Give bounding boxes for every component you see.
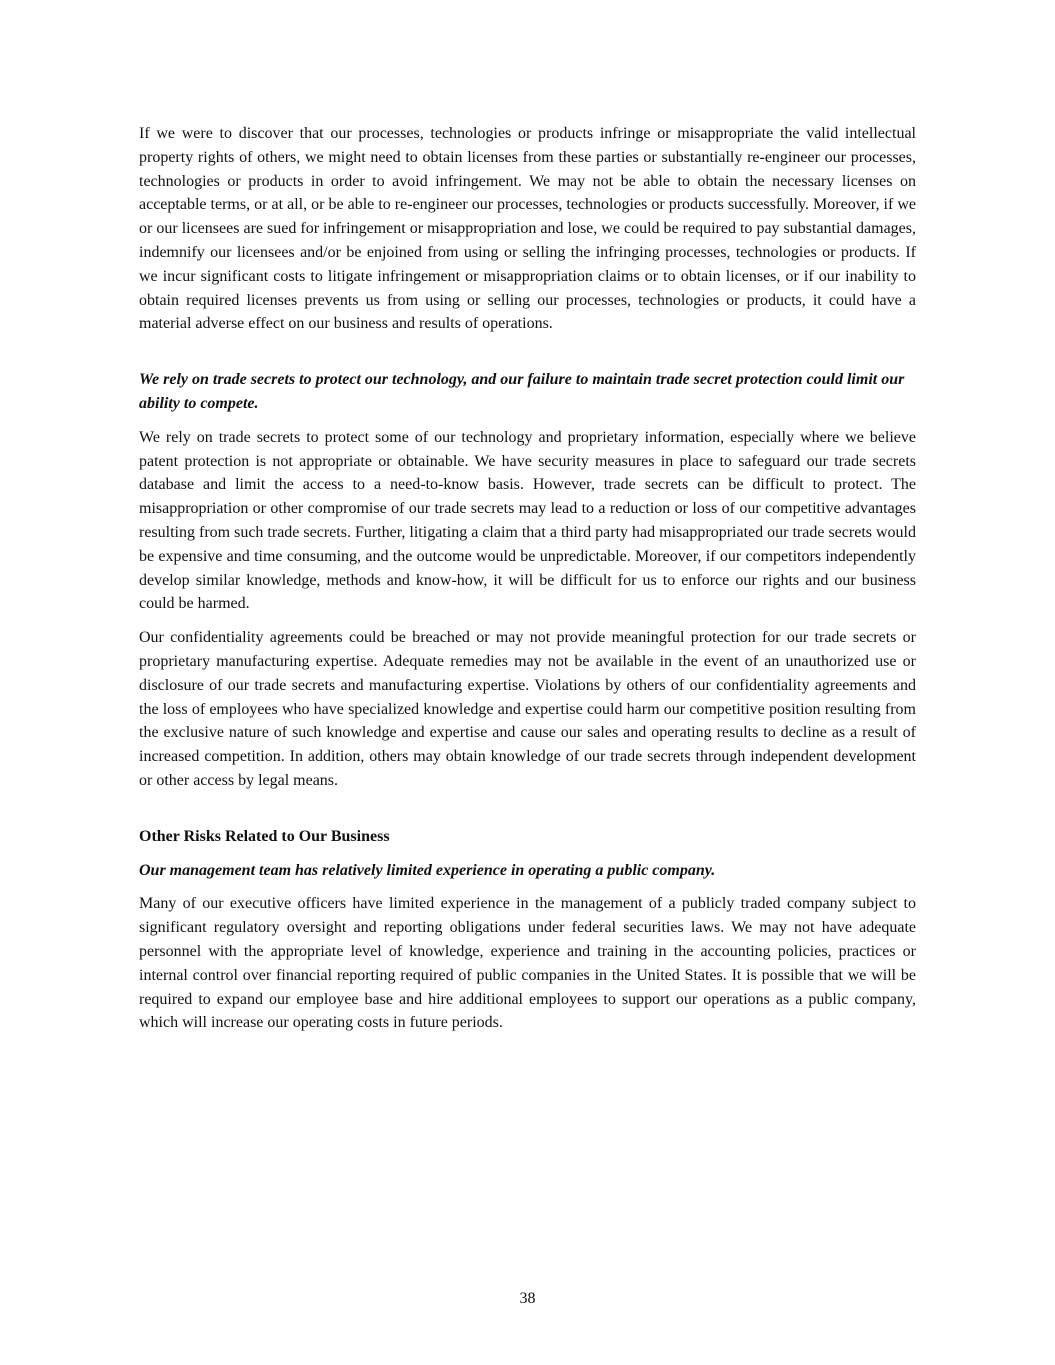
paragraph-trade-secrets-1: We rely on trade secrets to protect some of our technology and proprietary information, especially where we believe patent protection is not appropriate or obtainable. We have security measures in place to safeguard our trade secrets database and limit the access to a need-to-know basis. However, trade secrets can be difficult to protect. The misappropriation or other compromise of our trade secrets may lead to a reduction or loss of our competitive advantages resulting from such trade secrets. Further, litigating a claim that a third party had misappropriated our trade secrets would be expensive and time consuming, and the outcome would be unpredictable. Moreover, if our competitors independently develop similar knowledge, methods and know-how, it will be difficult for us to enforce our rights and our business could be harmed.: [139, 428, 916, 613]
paragraph-trade-secrets-2: Our confidentiality agreements could be breached or may not provide meaningful protection for our trade secrets or proprietary manufacturing expertise. Adequate remedies may not be available in the event of an unauthorized use or disclosure of our trade secrets and manufacturing expertise. Violations by others of our confidentiality agreements and the loss of employees who have specialized knowledge and expertise could harm our competitive position resulting from the exclusive nature of such knowledge and expertise and cause our sales and operating results to decline as a result of increased competition. In addition, others may obtain knowledge of our trade secrets through independent development or other access by legal means.: [139, 629, 916, 789]
section-heading-other-risks: Other Risks Related to Our Business: [139, 827, 390, 845]
risk-heading-trade-secrets: We rely on trade secrets to protect our technology, and our failure to maintain trade secret protection could limit our ability to compete.: [139, 371, 905, 412]
document-body: [139, 122, 916, 1035]
paragraph-management: Many of our executive officers have limited experience in the management of a publicly traded company subject to significant regulatory oversight and reporting obligations under federal securities laws. We may not have adequate personnel with the appropriate level of knowledge, experience and training in the accounting policies, practices or internal control over financial reporting required of public companies in the United States. It is possible that we will be required to expand our employee base and hire additional employees to support our operations as a public company, which will increase our operating costs in future periods.: [139, 895, 916, 1032]
paragraph-infringement: If we were to discover that our processes, technologies or products infringe or misappropriate the valid intellectual property rights of others, we might need to obtain licenses from these parties or substantially re-engineer our processes, technologies or products in order to avoid infringement. We may not be able to obtain the necessary licenses on acceptable terms, or at all, or be able to re-engineer our processes, technologies or products successfully. Moreover, if we or our licensees are sued for infringement or misappropriation and lose, we could be required to pay substantial damages, indemnify our licensees and/or be enjoined from using or selling the infringing processes, technologies or products. If we incur significant costs to litigate infringement or misappropriation claims or to obtain licenses, or if our inability to obtain required licenses prevents us from using or selling our processes, technologies or products, it could have a material adverse effect on our business and results of operations.: [139, 125, 916, 333]
page-number: 38: [519, 1290, 536, 1307]
risk-heading-management: Our management team has relatively limited experience in operating a public company.: [139, 861, 716, 879]
